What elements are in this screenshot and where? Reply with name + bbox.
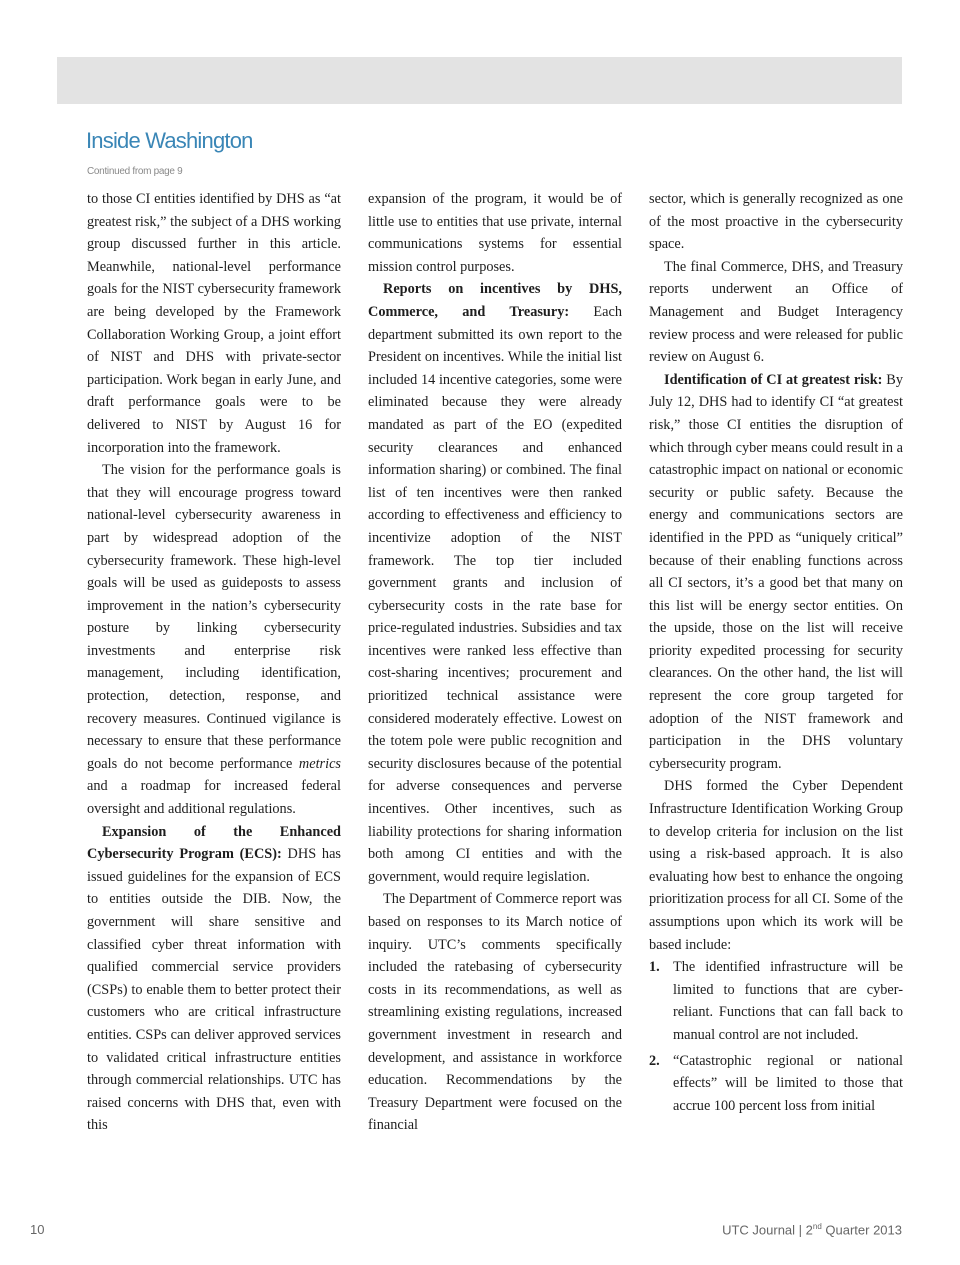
paragraph [87, 821, 341, 1137]
paragraph: sector, which is generally recognized as one of the most proactive in the cybersecurity space. [649, 191, 903, 253]
list-item [649, 956, 903, 1046]
column-1 [87, 188, 341, 1137]
paragraph: The final Commerce, DHS, and Treasury reports underwent an Office of Management and Budget Interagency review process and were released for public review on August 6. [649, 258, 903, 366]
paragraph [649, 369, 903, 776]
journal-issue [722, 1222, 902, 1237]
list-text: The identified infrastructure will be limited to functions that are cyber-reliant. Functions that can fall back to manual control are not included. [673, 959, 903, 1043]
run-in-heading: Expansion of the Enhanced Cybersecurity Program (ECS): [87, 823, 341, 863]
list-text: “Catastrophic regional or national effects” will be limited to those that accrue 100 percent loss from initial [673, 1052, 903, 1114]
text-run: DHS has issued guidelines for the expansion of ECS to entities outside the DIB. Now, the government will share sensitive and classified cyber threat information with qualified commercial service providers (CSPs) to enable them to better protect their customers who are critical infrastructure entities. CSPs can deliver approved services to validated critical infrastructure entities through commercial relationships. UTC has raised concerns with DHS that, even with this [87, 846, 341, 1134]
paragraph: The Department of Commerce report was based on responses to its March notice of inquiry. UTC’s comments specifically included the ratebasing of cybersecurity costs in its recommendations, as well as streamlining existing regulations, increased government investment in research and development, and assistance in workforce education. Recommendations by the Treasury Department were focused on the financial [368, 891, 622, 1134]
run-in-heading: Identification of CI at greatest risk: [664, 371, 883, 388]
column-2 [368, 188, 622, 1137]
header-band [57, 57, 902, 104]
paragraph [87, 459, 341, 821]
emphasis-text: metrics [298, 755, 341, 772]
ordinal-suffix: nd [812, 1222, 822, 1231]
quarter-label: Quarter 2013 [821, 1222, 902, 1238]
list-number: 2. [649, 1052, 660, 1069]
paragraph: expansion of the program, it would be of little use to entities that use private, internal communications systems for essential mission control purposes. [368, 191, 622, 275]
list-item [649, 1050, 903, 1118]
list-number: 1. [649, 959, 660, 976]
paragraph: to those CI entities identified by DHS as “at greatest risk,” the subject of a DHS working group discussed further in this article. Meanwhile, national-level performance goals for the NIST cybersecurity framework are being developed by the Framework Collaboration Working Group, a joint effort of NIST and DHS with private-sector participation. Work began in early June, and draft performance goals were to be delivered to NIST by August 16 for incorporation into the framework. [87, 191, 341, 456]
text-run: and a roadmap for increased federal oversight and additional regulations. [87, 778, 341, 818]
page-number: 10 [30, 1222, 45, 1237]
continued-note: Continued from page 9 [87, 166, 183, 177]
text-run: The vision for the performance goals is that they will encourage progress toward national-level cybersecurity awareness in part by widespread adoption of the cybersecurity framework. These high-level goals will be used as guideposts to assess improvement in the nation’s cybersecurity posture by linking cybersecurity investments and enterprise risk management, including identification, protection, detection, response, and recovery measures. Continued vigilance is necessary to ensure that these performance goals do not become performance [87, 462, 341, 772]
text-run: By July 12, DHS had to identify CI “at greatest risk,” those CI entities the disruption of which through cyber means could result in a catastrophic impact on national or economic security or public safety. Because the energy and communications sectors are identified in the PPD as “uniquely critical” because of their enabling functions across all CI sectors, it’s a good bet that many on this list will be energy sector entities. On the upside, those on the list will receive priority expedited processing for security clearances. On the other hand, the list will represent the core group targeted for adoption of the NIST framework and participation in the DHS voluntary cybersecurity program. [649, 371, 903, 772]
section-title: Inside Washington [86, 128, 253, 153]
text-run: Each department submitted its own report to the President on incentives. While the initial list included 14 incentive categories, some were eliminated because they were already mandated as part of the EO (expedited security clearances and enhanced information sharing) or combined. The final list of ten incentives were then ranked according to effectiveness and efficiency to incentivize adoption of the NIST framework. The top tier included government grants and inclusion of cybersecurity costs in the rate base for price-regulated industries. Subsidies and tax incentives were ranked less effective than cost-sharing incentives; procurement and prioritized technical assistance were considered moderately effective. Lowest on the totem pole were public recognition and security disclosures because of the potential for adverse consequences and perverse incentives. Other incentives, such as liability protections for sharing information both among CI entities and with the government, would require legislation. [368, 303, 622, 885]
run-in-heading: Reports on incentives by DHS, Commerce, and Treasury: [368, 281, 622, 320]
numbered-list [649, 956, 903, 1117]
column-3 [649, 188, 903, 1120]
journal-name: UTC Journal | 2 [722, 1222, 813, 1238]
paragraph: DHS formed the Cyber Dependent Infrastructure Identification Working Group to develop criteria for inclusion on the list using a risk-based approach. It is also evaluating how best to enhance the ongoing prioritization process for all CI. Some of the assumptions upon which its work will be based include: [649, 778, 903, 953]
paragraph [368, 278, 622, 888]
